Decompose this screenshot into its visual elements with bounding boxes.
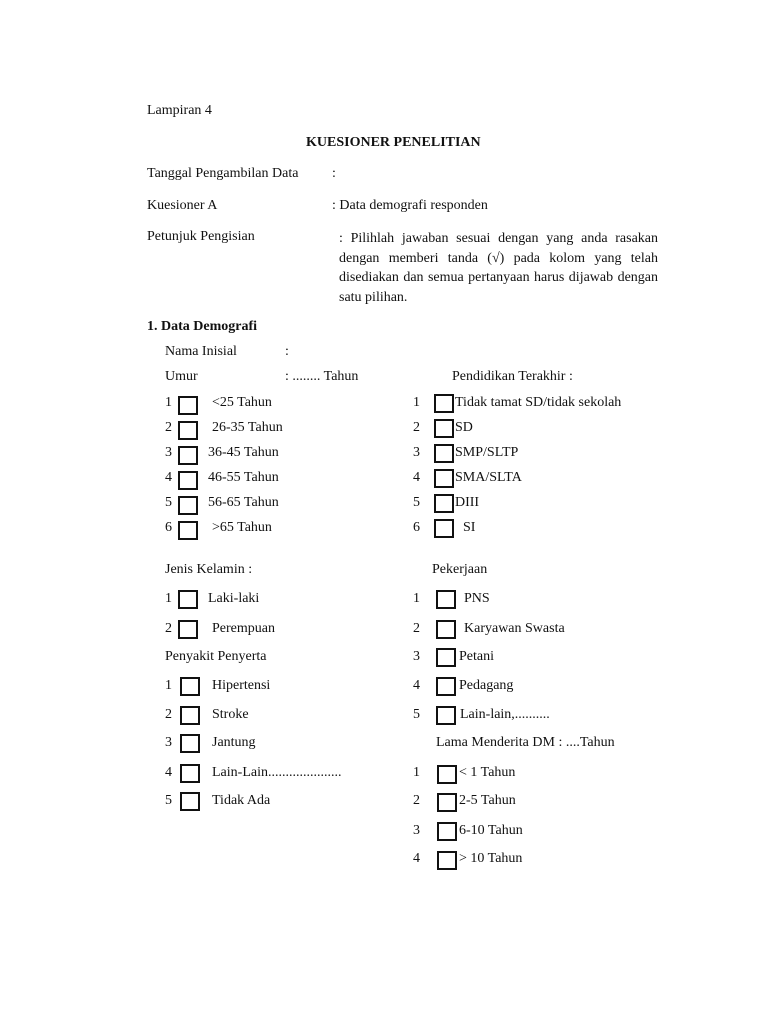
checkbox[interactable] [178,471,198,490]
checkbox[interactable] [180,677,200,696]
option-label: Perempuan [212,621,275,636]
checkbox[interactable] [437,822,457,841]
checkbox[interactable] [436,706,456,725]
section-heading: 1. Data Demografi [147,319,258,334]
lama-menderita-label: Lama Menderita DM : ....Tahun [436,735,615,750]
option-number: 3 [413,445,420,460]
option-label: Pedagang [459,678,514,693]
option-number: 3 [413,649,420,664]
option-label: Petani [459,649,494,664]
option-number: 6 [165,520,172,535]
option-number: 4 [165,765,172,780]
checkbox[interactable] [178,496,198,515]
tanggal-colon: : [332,166,336,181]
option-number: 3 [165,445,172,460]
option-label: SMP/SLTP [455,445,519,460]
option-number: 2 [165,707,172,722]
option-label: Laki-laki [208,591,260,606]
checkbox[interactable] [434,469,454,488]
option-number: 5 [165,495,172,510]
option-label: 46-55 Tahun [208,470,279,485]
checkbox[interactable] [436,620,456,639]
option-label: SMA/SLTA [455,470,522,485]
checkbox[interactable] [178,446,198,465]
page-title: KUESIONER PENELITIAN [306,135,481,150]
checkbox[interactable] [437,765,457,784]
option-number: 5 [413,707,420,722]
option-number: 3 [413,823,420,838]
option-label: <25 Tahun [212,395,272,410]
jenis-kelamin-label: Jenis Kelamin : [165,562,253,577]
checkbox[interactable] [437,793,457,812]
option-number: 2 [413,793,420,808]
tanggal-label: Tanggal Pengambilan Data [147,166,299,181]
option-number: 5 [413,495,420,510]
checkbox[interactable] [178,590,198,609]
option-label: 26-35 Tahun [212,420,283,435]
checkbox[interactable] [178,396,198,415]
checkbox[interactable] [180,706,200,725]
checkbox[interactable] [436,677,456,696]
option-label: > 10 Tahun [459,851,523,866]
nama-colon: : [285,344,289,359]
option-label: 2-5 Tahun [459,793,516,808]
checkbox[interactable] [180,734,200,753]
option-number: 2 [165,420,172,435]
checkbox[interactable] [434,494,454,513]
option-number: 4 [413,678,420,693]
option-number: 2 [413,621,420,636]
checkbox[interactable] [180,792,200,811]
penyakit-label: Penyakit Penyerta [165,649,267,664]
option-label: Lain-Lain..................... [212,765,342,780]
checkbox[interactable] [437,851,457,870]
option-label: 36-45 Tahun [208,445,279,460]
option-label: SI [463,520,476,535]
checkbox[interactable] [434,519,454,538]
option-label: Tidak Ada [212,793,271,808]
option-number: 1 [413,765,420,780]
umur-value: : ........ Tahun [285,369,359,384]
petunjuk-label: Petunjuk Pengisian [147,229,255,244]
pekerjaan-label: Pekerjaan [432,562,488,577]
petunjuk-text: : Pilihlah jawaban sesuai dengan yang anda rasakan dengan memberi tanda (√) pada kolom yang telah disediakan dan semua pertanyaan harus dijawab dengan satu pilihan. [339,231,658,305]
option-label: SD [455,420,473,435]
checkbox[interactable] [436,648,456,667]
kuesioner-value: : Data demografi responden [332,198,488,213]
option-label: 6-10 Tahun [459,823,523,838]
checkbox[interactable] [436,590,456,609]
checkbox[interactable] [178,620,198,639]
option-number: 1 [413,395,420,410]
nama-label: Nama Inisial [165,344,237,359]
option-label: Hipertensi [212,678,271,693]
option-label: Jantung [212,735,256,750]
checkbox[interactable] [178,421,198,440]
option-number: 6 [413,520,420,535]
checkbox[interactable] [180,764,200,783]
option-label: Stroke [212,707,249,722]
checkbox[interactable] [434,419,454,438]
option-number: 1 [165,591,172,606]
pendidikan-label: Pendidikan Terakhir : [452,369,573,384]
option-label: Tidak tamat SD/tidak sekolah [455,395,622,410]
checkbox[interactable] [434,444,454,463]
option-number: 2 [165,621,172,636]
lampiran-label: Lampiran 4 [147,103,212,118]
option-number: 2 [413,420,420,435]
kuesioner-label: Kuesioner A [147,198,218,213]
option-number: 4 [413,851,420,866]
option-number: 4 [165,470,172,485]
checkbox[interactable] [434,394,454,413]
option-number: 4 [413,470,420,485]
option-label: >65 Tahun [212,520,272,535]
option-label: 56-65 Tahun [208,495,279,510]
checkbox[interactable] [178,521,198,540]
option-number: 1 [165,395,172,410]
option-number: 5 [165,793,172,808]
option-number: 1 [413,591,420,606]
option-label: PNS [464,591,490,606]
option-label: Lain-lain,.......... [460,707,550,722]
option-label: Karyawan Swasta [464,621,565,636]
umur-label: Umur [165,369,198,384]
option-number: 3 [165,735,172,750]
option-number: 1 [165,678,172,693]
option-label: < 1 Tahun [459,765,516,780]
option-label: DIII [455,495,480,510]
